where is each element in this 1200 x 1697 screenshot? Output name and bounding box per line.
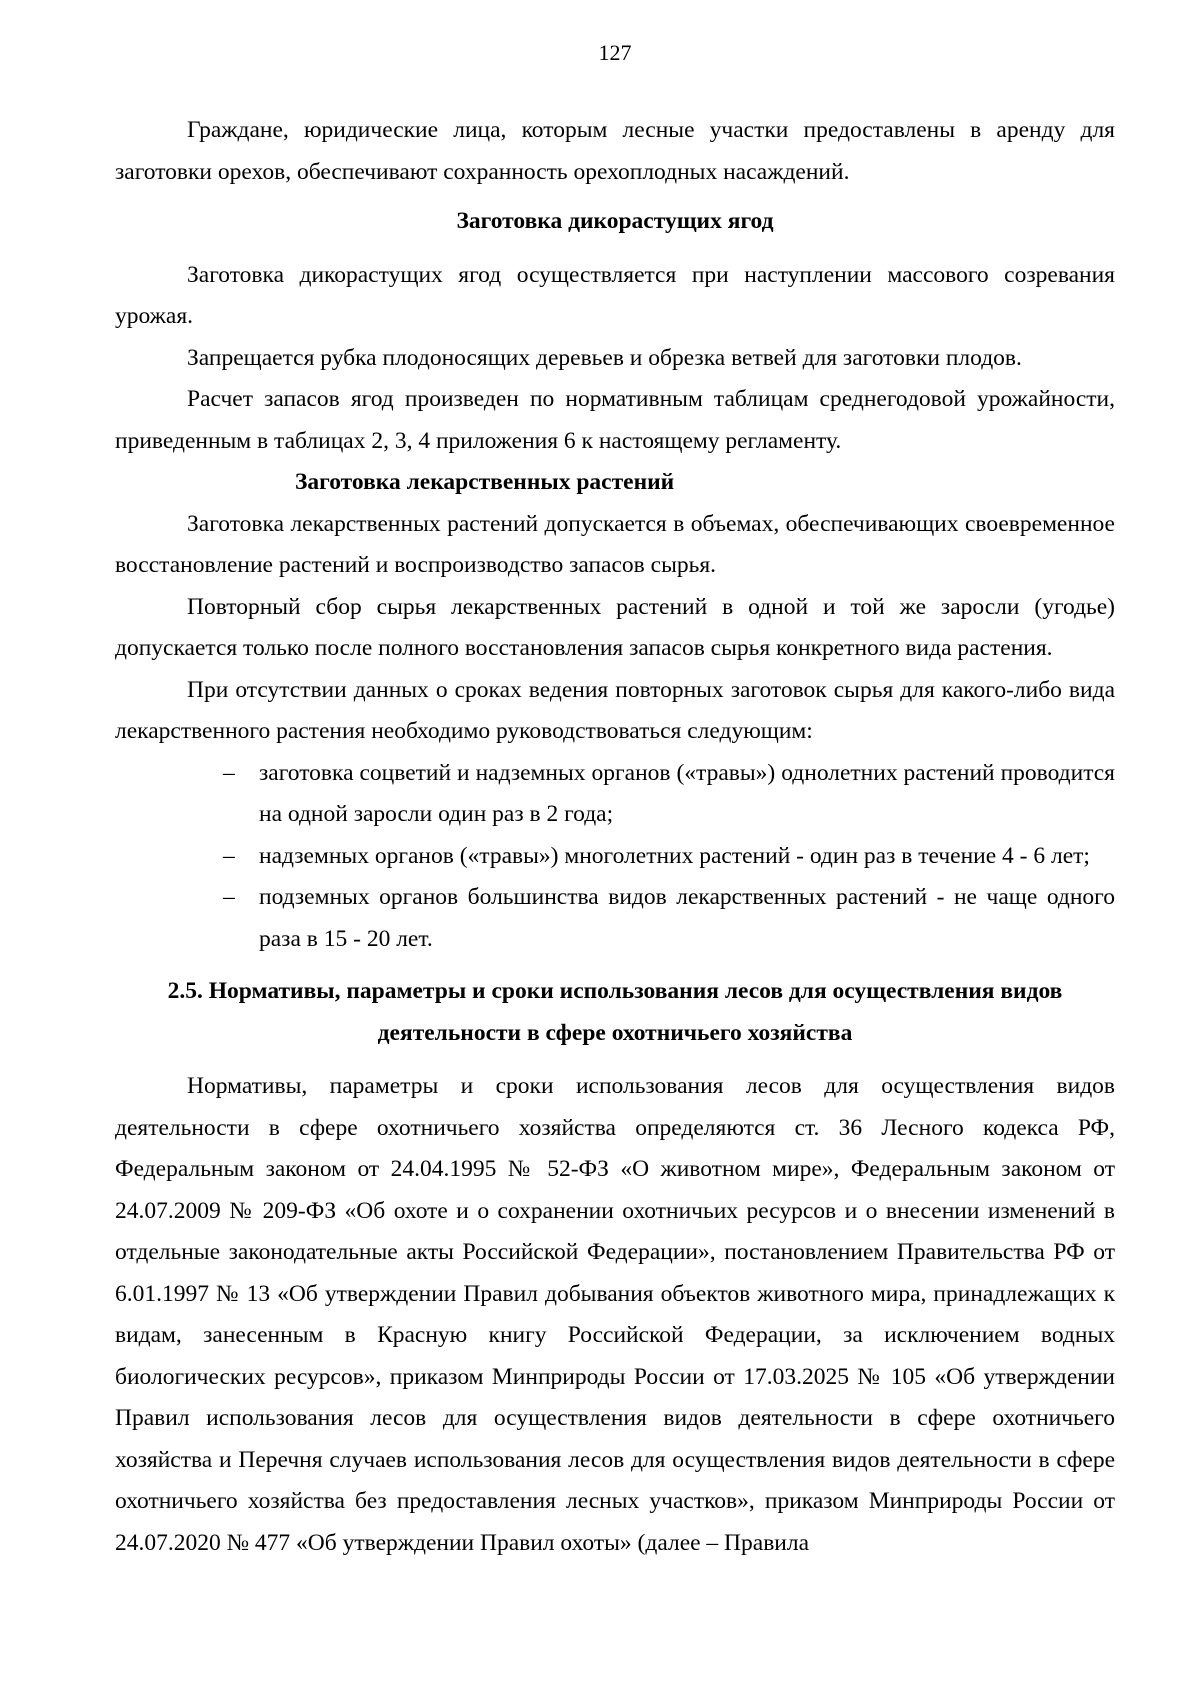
list-item — [115, 753, 1115, 836]
page-content — [115, 110, 1115, 1564]
paragraph-no-data-guidance: При отсутствии данных о сроках ведения повторных заготовок сырья для какого-либо вида лекарственного растения необходимо руководствоваться следующим: — [115, 676, 1115, 744]
list-item-text: надземных органов («травы») многолетних растений - один раз в течение 4 - 6 лет; — [259, 842, 1090, 869]
dash-marker: – — [223, 759, 235, 786]
paragraph-nuts-lease: Граждане, юридические лица, которым лесные участки предоставлены в аренду для заготовки орехов, обеспечивают сохранность орехоплодных насаждений. — [115, 117, 1115, 185]
list-item-text: заготовка соцветий и надземных органов («травы») однолетних растений проводится на одной заросли один раз в 2 года; — [259, 759, 1115, 827]
paragraph-hunting-regulations: Нормативы, параметры и сроки использования лесов для осуществления видов деятельности в сфере охотничьего хозяйства определяются ст. 36 Лесного кодекса РФ, Федеральным законом от 24.04.1995 № 52-ФЗ «О животном мире», Федеральным законом от 24.07.2009 № 209-ФЗ «Об охоте и о сохранении охотничьих ресурсов и о внесении изменений в отдельные законодательные акты Российской Федерации», постановлением Правительства РФ от 6.01.1997 № 13 «Об утверждении Правил добывания объектов животного мира, принадлежащих к видам, занесенным в Красную книгу Российской Федерации, за исключением водных биологических ресурсов», приказом Минприроды России от 17.03.2025 № 105 «Об утверждении Правил использования лесов для осуществления видов деятельности в сфере охотничьего хозяйства и Перечня случаев использования лесов для осуществления видов деятельности в сфере охотничьего хозяйства без предоставления лесных участков», приказом Минприроды России от 24.07.2020 № 477 «Об утверждении Правил охоты» (далее – Правила — [115, 1073, 1115, 1556]
paragraph-cutting-prohibited: Запрещается рубка плодоносящих деревьев и обрезка ветвей для заготовки плодов. — [187, 344, 1022, 371]
paragraph-berry-stock-calc: Расчет запасов ягод произведен по нормативным таблицам среднегодовой урожайности, приведенным в таблицах 2, 3, 4 приложения 6 к настоящему регламенту. — [115, 386, 1115, 454]
paragraph-medicinal-volumes: Заготовка лекарственных растений допускается в объемах, обеспечивающих своевременное восстановление растений и воспроизводство запасов сырья. — [115, 510, 1115, 578]
dash-marker: – — [223, 842, 235, 869]
list-item-text: подземных органов большинства видов лекарственных растений - не чаще одного раза в 15 - 20 лет. — [259, 884, 1115, 952]
list-item — [115, 877, 1115, 960]
harvest-interval-list — [115, 753, 1115, 961]
paragraph-repeat-collection: Повторный сбор сырья лекарственных растений в одной и той же заросли (угодье) допускается только после полного восстановления запасов сырья конкретного вида растения. — [115, 593, 1115, 661]
page-number: 127 — [598, 40, 632, 65]
list-item — [115, 836, 1115, 878]
section-heading-hunting: 2.5. Нормативы, параметры и сроки использования лесов для осуществления видов деятельности в сфере охотничьего хозяйства — [167, 978, 1063, 1046]
dash-marker: – — [223, 884, 235, 910]
paragraph-berries-harvest: Заготовка дикорастущих ягод осуществляется при наступлении массового созревания урожая. — [115, 261, 1115, 329]
heading-wild-berries: Заготовка дикорастущих ягод — [456, 208, 774, 234]
heading-medicinal-plants: Заготовка лекарственных растений — [295, 469, 675, 495]
